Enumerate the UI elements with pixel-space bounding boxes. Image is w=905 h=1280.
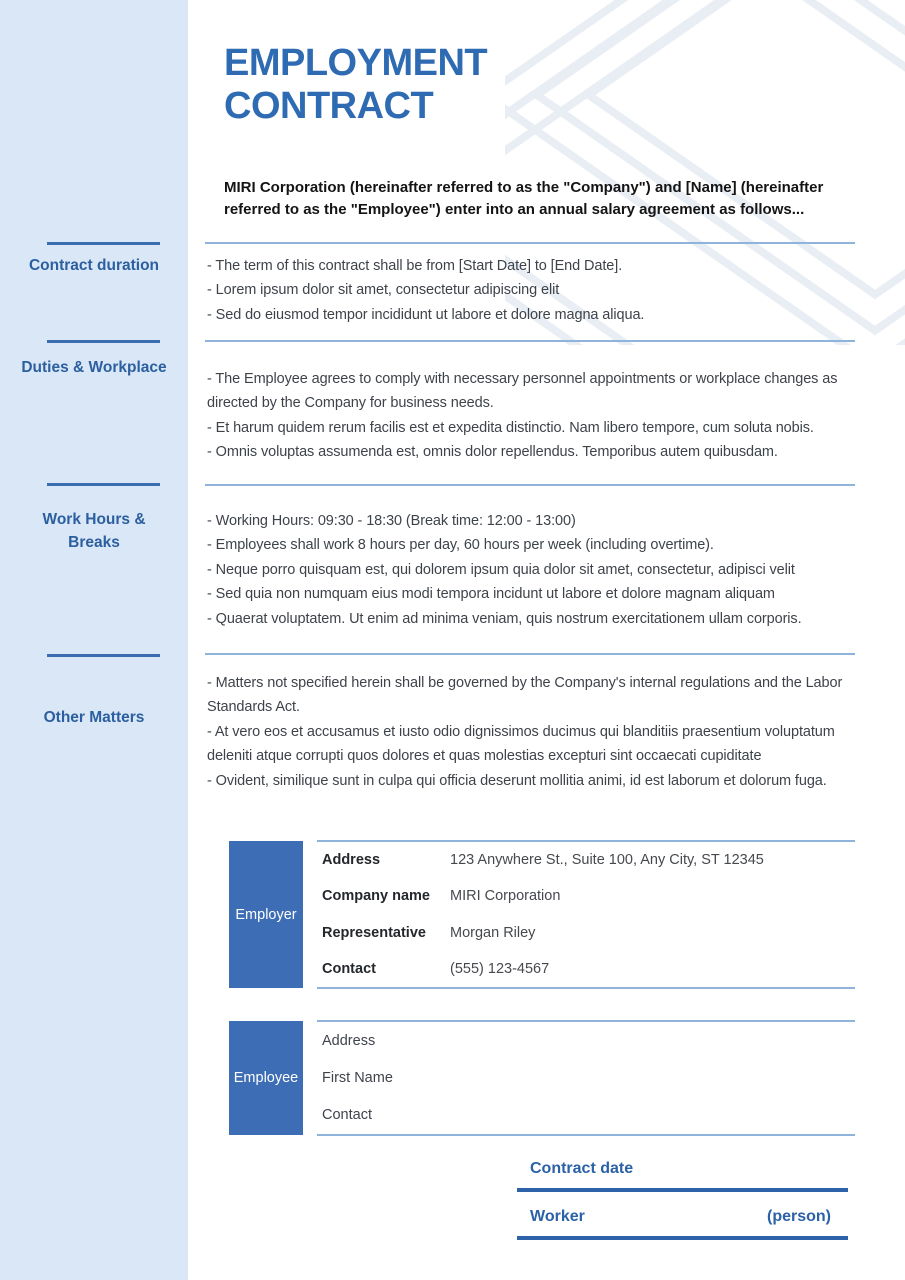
employer-contact-value: (555) 123-4567 <box>450 960 550 977</box>
contract-clause: - At vero eos et accusamus et iusto odio dignissimos ducimus qui blanditiis praesentium voluptatum deleniti atque corrupti quos dolores et quas molestias excepturi sint occaecati cupiditate <box>207 723 835 765</box>
employee-contact-label: Contact <box>322 1107 372 1124</box>
employer-info-table <box>317 840 855 989</box>
employee-info-table <box>317 1020 855 1136</box>
intro-line1: MIRI Corporation (hereinafter referred to as the "Company") and [Name] (hereinafter <box>224 179 824 196</box>
worker-label: Worker <box>530 1208 585 1225</box>
contract-clause: - Working Hours: 09:30 - 18:30 (Break time: 12:00 - 13:00) <box>207 513 576 529</box>
sidebar-divider <box>47 340 160 343</box>
page-title-line1: EMPLOYMENT <box>224 42 488 84</box>
employer-contact-label: Contact <box>322 960 376 977</box>
sidebar-item-duties-workplace: Duties & Workplace <box>21 359 167 376</box>
sidebar-item-other-matters: Other Matters <box>43 709 145 726</box>
employer-header-box <box>229 841 303 988</box>
contract-clause: - Ovident, similique sunt in culpa qui officia deserunt mollitia animi, id est laborum et dolorum fuga. <box>207 772 827 789</box>
sidebar <box>0 0 188 1280</box>
employer-company-name-label: Company name <box>322 888 430 905</box>
employee-first-name-label: First Name <box>322 1069 393 1086</box>
page-title <box>224 42 487 128</box>
contract-date-label: Contract date <box>530 1160 634 1177</box>
employee-header-label: Employee <box>233 1070 299 1086</box>
table-row <box>317 925 855 941</box>
section-other-matters <box>207 671 859 793</box>
intro-line2: referred to as the "Employee") enter into an annual salary agreement as follows... <box>224 200 805 218</box>
sidebar-item-contract-duration: Contract duration <box>28 257 160 274</box>
person-label: (person) <box>767 1208 831 1225</box>
contract-clause: - Sed do eiusmod tempor incididunt ut labore et dolore magna aliqua. <box>207 306 645 323</box>
sidebar-divider <box>47 242 160 245</box>
employer-header-label: Employer <box>235 906 297 923</box>
contract-clause: - Neque porro quisquam est, qui dolorem ipsum quia dolor sit amet, consectetur, adipisci velit <box>207 561 795 578</box>
table-row <box>317 1107 855 1123</box>
section-divider <box>205 653 855 655</box>
employee-address-label: Address <box>322 1032 376 1049</box>
section-duties-workplace <box>207 367 859 465</box>
intro-paragraph <box>224 177 823 220</box>
table-row <box>317 961 855 977</box>
contract-clause: - Quaerat voluptatem. Ut enim ad minima veniam, quis nostrum exercitationem ullam corporis. <box>207 610 802 627</box>
worker-row <box>530 1208 831 1226</box>
section-work-hours-breaks <box>207 509 859 631</box>
table-row <box>317 888 855 904</box>
sidebar-divider <box>47 483 160 486</box>
contract-clause: - Et harum quidem rerum facilis est et expedita distinctio. Nam libero tempore, cum soluta nobis. <box>207 419 814 436</box>
sidebar-divider <box>47 654 160 657</box>
table-row <box>317 1033 855 1049</box>
employer-company-name-value: MIRI Corporation <box>450 888 561 905</box>
sidebar-item-work-hours-breaks: Work Hours & Breaks <box>42 511 146 551</box>
section-divider <box>205 484 855 486</box>
contract-clause: - Employees shall work 8 hours per day, 60 hours per week (including overtime). <box>207 537 714 554</box>
employer-address-value: 123 Anywhere St., Suite 100, Any City, ST 12345 <box>450 852 764 869</box>
contract-date-signature-line <box>517 1188 848 1192</box>
contract-clause: - The term of this contract shall be from [Start Date] to [End Date]. <box>207 258 623 274</box>
contract-clause: - The Employee agrees to comply with necessary personnel appointments or workplace changes as directed by the Company for business needs. <box>207 371 838 412</box>
employee-header-box <box>229 1021 303 1135</box>
employer-representative-value: Morgan Riley <box>450 924 536 941</box>
section-divider <box>205 242 855 244</box>
contract-clause: - Matters not specified herein shall be governed by the Company's internal regulations and the Labor Standards Act. <box>207 675 843 716</box>
contract-clause: - Omnis voluptas assumenda est, omnis dolor repellendus. Temporibus autem quibusdam. <box>207 444 778 461</box>
contract-clause: - Lorem ipsum dolor sit amet, consectetur adipiscing elit <box>207 282 560 299</box>
page-title-line2: CONTRACT <box>224 85 434 127</box>
employer-address-label: Address <box>322 852 381 869</box>
table-row <box>317 1070 855 1086</box>
contract-clause: - Sed quia non numquam eius modi tempora incidunt ut labore et dolore magnam aliquam <box>207 586 775 603</box>
employer-representative-label: Representative <box>322 924 426 941</box>
worker-signature-line <box>517 1236 848 1240</box>
section-contract-duration <box>207 254 859 327</box>
section-divider <box>205 340 855 342</box>
table-row <box>317 852 855 868</box>
